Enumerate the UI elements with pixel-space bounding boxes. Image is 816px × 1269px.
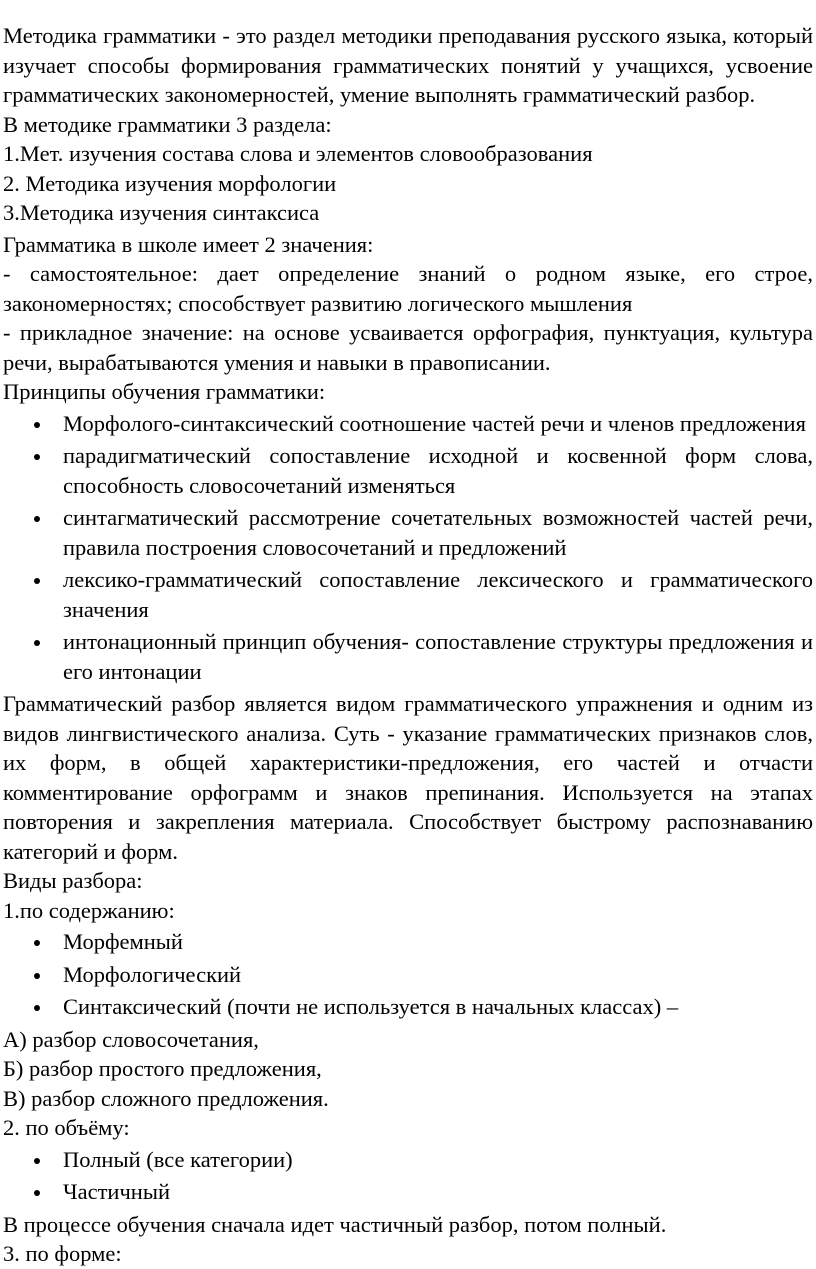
by-content-heading: 1.по содержанию:: [3, 897, 175, 923]
syntax-subtype: А) разбор словосочетания,: [3, 1026, 259, 1052]
list-item: синтагматический рассмотрение сочетательных возможностей частей речи, правила построения словосочетаний и предложений: [3, 503, 813, 562]
list-item: Морфологический: [3, 960, 813, 990]
meanings-heading: Грамматика в школе имеет 2 значения:: [3, 231, 374, 257]
analysis-paragraph: Грамматический разбор является видом грамматического упражнения и одним из видов лингвистического анализа. Суть - указание грамматических признаков слов, их форм, в общей характеристики-предложения, его частей и отчасти комментирование орфограмм и знаков препинания. Используется на этапах повторения и закрепления материала. Способствует быстрому распознаванию категорий и форм.: [3, 691, 813, 864]
section-line: 1.Мет. изучения состава слова и элементов словообразования: [3, 141, 593, 166]
by-volume-heading: 2. по объёму:: [3, 1115, 130, 1140]
list-item: Частичный: [3, 1177, 813, 1207]
by-volume-list: [3, 1145, 813, 1207]
list-item: Полный (все категории): [3, 1145, 813, 1175]
list-item: Синтаксический (почти не используется в начальных классах) –: [3, 992, 813, 1022]
intro-paragraph: Методика грамматики - это раздел методики преподавания русского языка, который изучает способы формирования грамматических понятий у учащихся, усвоение грамматических закономерностей, умение выполнять грамматический разбор.: [3, 23, 813, 107]
types-heading: Виды разбора:: [3, 868, 143, 893]
meaning-paragraph: - самостоятельное: дает определение знаний о родном языке, его строе, закономерностях; способствует развитию логического мышления: [3, 261, 813, 316]
process-note: В процессе обучения сначала идет частичный разбор, потом полный.: [3, 1211, 667, 1237]
list-item: лексико-грамматический сопоставление лексического и грамматического значения: [3, 565, 813, 624]
list-item: парадигматический сопоставление исходной и косвенной форм слова, способность словосочетаний изменяться: [3, 441, 813, 500]
list-item: Морфемный: [3, 927, 813, 957]
syntax-subtype: Б) разбор простого предложения,: [3, 1056, 322, 1081]
section-line: 3.Методика изучения синтаксиса: [3, 200, 320, 225]
principles-list: [3, 409, 813, 687]
list-item: интонационный принцип обучения- сопоставление структуры предложения и его интонации: [3, 627, 813, 686]
syntax-subtype: В) разбор сложного предложения.: [3, 1085, 329, 1111]
by-form-heading: 3. по форме:: [3, 1241, 122, 1266]
meaning-paragraph: - прикладное значение: на основе усваивается орфография, пунктуация, культура речи, вырабатываются умения и навыки в правописании.: [3, 320, 813, 375]
by-content-list: [3, 927, 813, 1022]
sections-heading: В методике грамматики 3 раздела:: [3, 111, 332, 137]
principles-heading: Принципы обучения грамматики:: [3, 379, 326, 404]
section-line: 2. Методика изучения морфологии: [3, 170, 337, 196]
list-item: Морфолого-синтаксический соотношение частей речи и членов предложения: [3, 409, 813, 439]
